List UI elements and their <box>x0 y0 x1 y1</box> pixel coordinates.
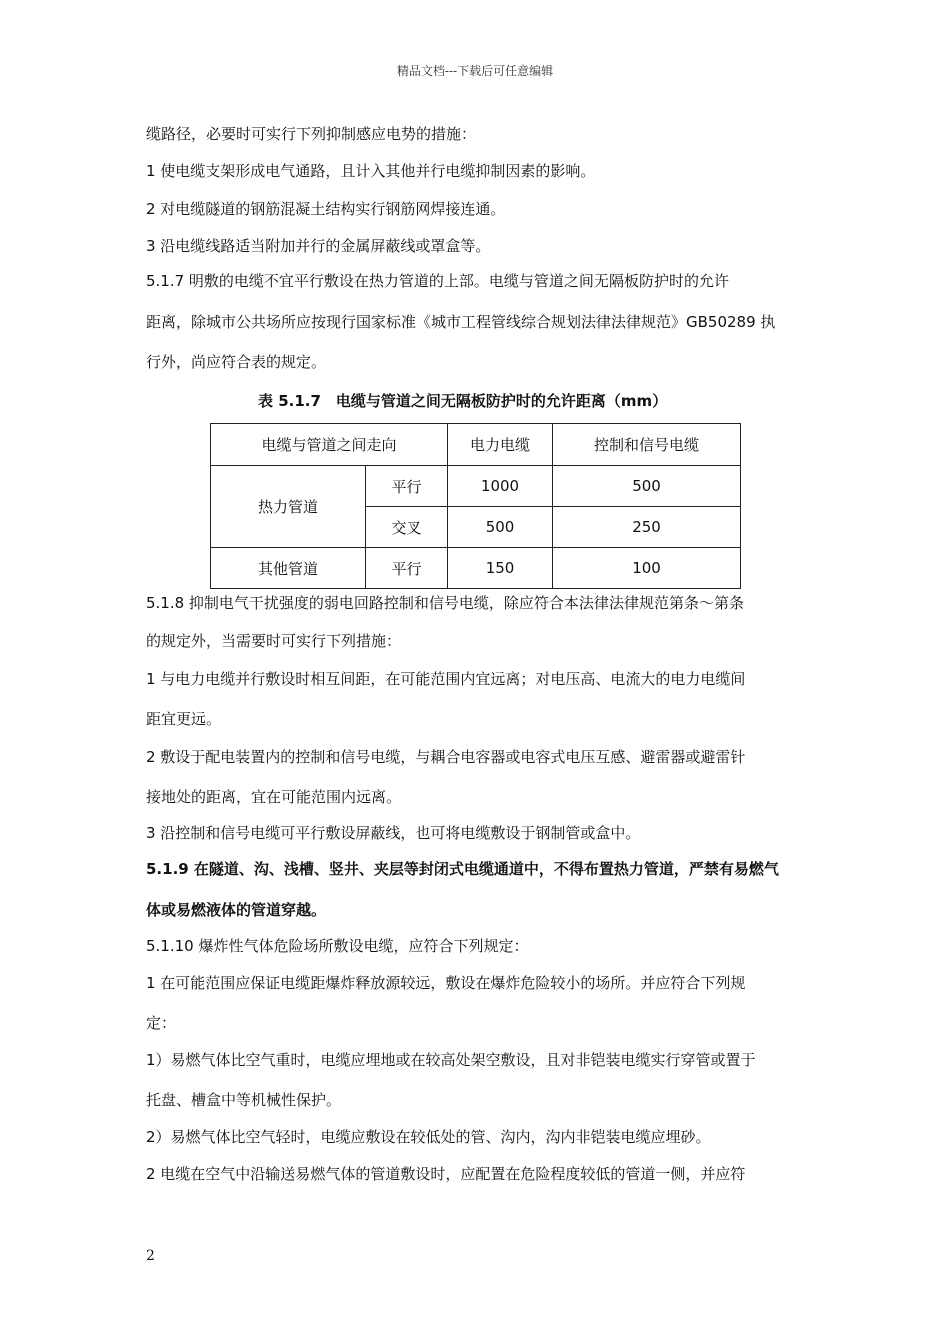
table-cell: 平行 <box>366 548 448 589</box>
list-item: 托盘、槽盒中等机械性保护。 <box>146 1091 342 1109</box>
paragraph-line: 缆路径，必要时可实行下列抑制感应电势的措施： <box>146 125 477 143</box>
table-cell: 150 <box>448 548 553 589</box>
list-item: 接地处的距离，宜在可能范围内远离。 <box>146 788 402 806</box>
table-caption: 表 5.1.7 电缆与管道之间无隔板防护时的允许距离（mm） <box>258 392 668 410</box>
page-header: 精品文档---下载后可任意编辑 <box>396 64 554 78</box>
list-item: 1 在可能范围应保证电缆距爆炸释放源较远，敷设在爆炸危险较小的场所。并应符合下列规 <box>146 974 746 992</box>
clause-5-1-8-line: 的规定外，当需要时可实行下列措施： <box>146 632 402 650</box>
list-item: 2 敷设于配电装置内的控制和信号电缆，与耦合电容器或电容式电压互感、避雷器或避雷针 <box>146 748 746 766</box>
table-header-cell: 电缆与管道之间走向 <box>211 424 448 466</box>
table-cell: 平行 <box>366 466 448 507</box>
page-number: 2 <box>146 1248 155 1264</box>
list-item: 2 电缆在空气中沿输送易燃气体的管道敷设时，应配置在危险程度较低的管道一侧，并应符 <box>146 1165 746 1183</box>
clause-5-1-9-line: 5.1.9 在隧道、沟、浅槽、竖井、夹层等封闭式电缆通道中，不得布置热力管道，严禁有易燃气 <box>146 860 779 878</box>
list-item: 1 与电力电缆并行敷设时相互间距，在可能范围内宜远离；对电压高、电流大的电力电缆间 <box>146 670 746 688</box>
list-item: 定： <box>146 1014 177 1032</box>
list-item: 1）易燃气体比空气重时，电缆应埋地或在较高处架空敷设，且对非铠装电缆实行穿管或置于 <box>146 1051 756 1069</box>
clause-5-1-10-line: 5.1.10 爆炸性气体危险场所敷设电缆，应符合下列规定： <box>146 937 529 955</box>
list-item: 距宜更远。 <box>146 710 222 728</box>
clause-5-1-7-line: 距离，除城市公共场所应按现行国家标准《城市工程管线综合规划法律法律规范》GB50289 执 <box>146 313 776 331</box>
list-item: 1 使电缆支架形成电气通路，且计入其他并行电缆抑制因素的影响。 <box>146 162 596 180</box>
clause-5-1-7-line: 5.1.7 明敷的电缆不宜平行敷设在热力管道的上部。电缆与管道之间无隔板防护时的允许 <box>146 272 729 290</box>
table-header-cell: 电力电缆 <box>448 424 553 466</box>
table-cell: 交叉 <box>366 507 448 548</box>
table-header-cell: 控制和信号电缆 <box>553 424 741 466</box>
list-item: 2 对电缆隧道的钢筋混凝土结构实行钢筋网焊接连通。 <box>146 200 506 218</box>
distance-table <box>210 423 741 589</box>
clause-5-1-7-line: 行外，尚应符合表的规定。 <box>146 353 327 371</box>
table-cell: 500 <box>448 507 553 548</box>
list-item: 3 沿电缆线路适当附加并行的金属屏蔽线或罩盒等。 <box>146 237 491 255</box>
table-cell: 500 <box>553 466 741 507</box>
table-cell: 100 <box>553 548 741 589</box>
table-cell: 250 <box>553 507 741 548</box>
clause-5-1-9-line: 体或易燃液体的管道穿越。 <box>146 901 327 919</box>
list-item: 2）易燃气体比空气轻时，电缆应敷设在较低处的管、沟内，沟内非铠装电缆应埋砂。 <box>146 1128 711 1146</box>
table-cell: 1000 <box>448 466 553 507</box>
table-cell: 其他管道 <box>211 548 366 589</box>
list-item: 3 沿控制和信号电缆可平行敷设屏蔽线，也可将电缆敷设于钢制管或盒中。 <box>146 824 641 842</box>
table-cell: 热力管道 <box>211 466 366 548</box>
clause-5-1-8-line: 5.1.8 抑制电气干扰强度的弱电回路控制和信号电缆，除应符合本法律法律规范第条～第条 <box>146 594 744 612</box>
